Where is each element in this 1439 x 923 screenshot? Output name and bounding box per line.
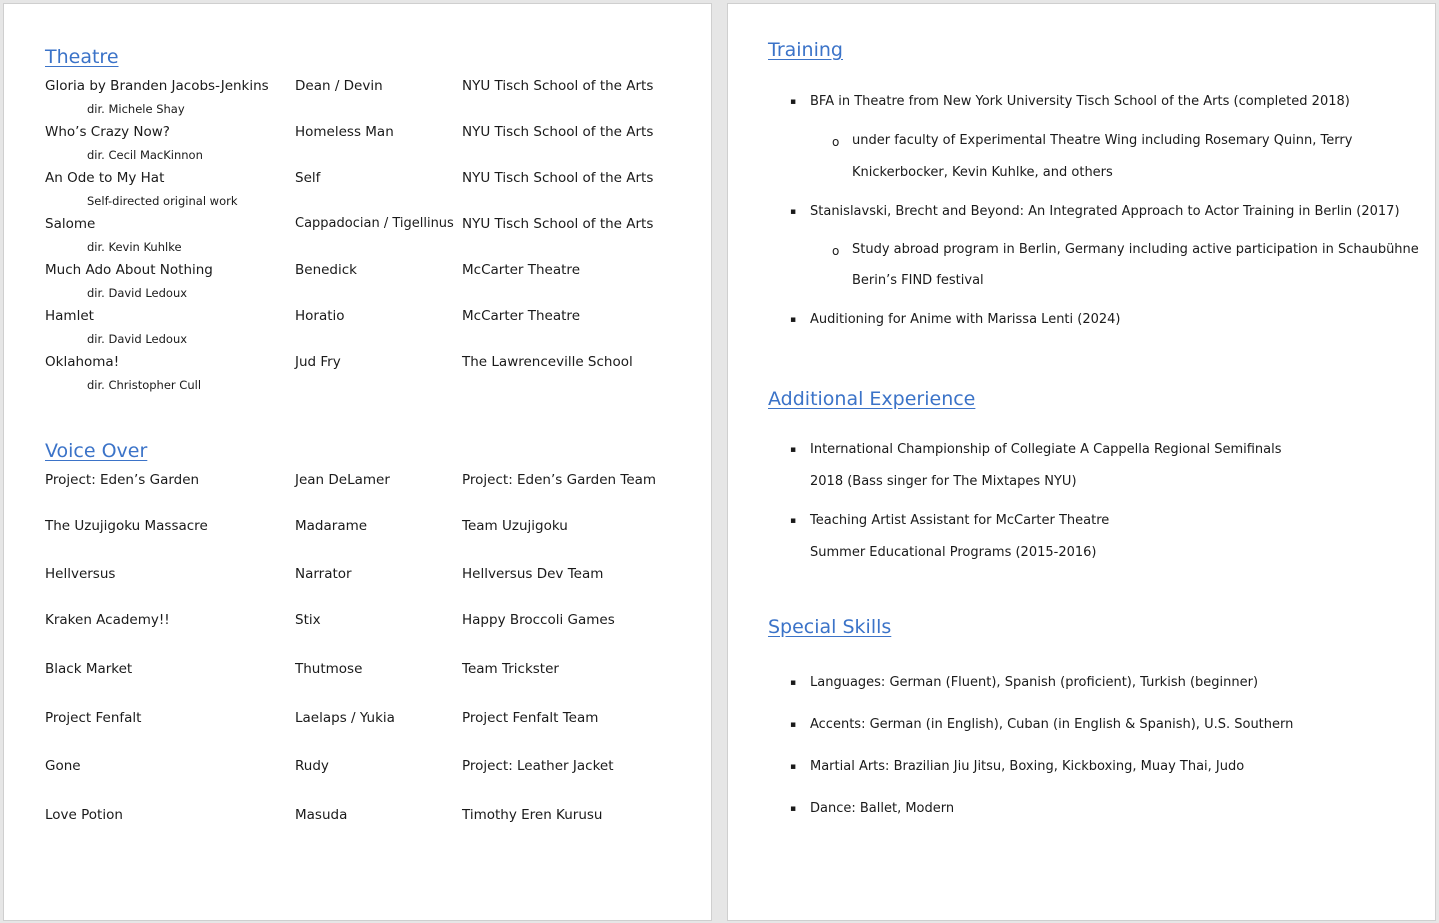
- additional-item: [790, 505, 1110, 537]
- skill-item: [790, 667, 1259, 699]
- vo-role: Thutmose: [295, 661, 363, 677]
- bullet-icon: ▪: [790, 445, 797, 455]
- special-skills-heading: Special Skills: [768, 616, 892, 638]
- theatre-role: Benedick: [295, 262, 357, 278]
- theatre-show: An Ode to My Hat: [45, 170, 165, 186]
- theatre-credit: dir. Kevin Kuhlke: [87, 240, 182, 254]
- theatre-role: Dean / Devin: [295, 78, 383, 94]
- vo-project: Project Fenfalt: [45, 710, 142, 726]
- theatre-role: Self: [295, 170, 321, 186]
- theatre-role: Homeless Man: [295, 124, 394, 140]
- skill-item: [790, 709, 1294, 741]
- bullet-icon: ▪: [790, 720, 797, 730]
- vo-company: Team Uzujigoku: [462, 518, 568, 534]
- additional-item-continued: [810, 466, 1077, 498]
- theatre-venue: McCarter Theatre: [462, 308, 580, 324]
- theatre-show: Much Ado About Nothing: [45, 262, 213, 278]
- theatre-show: Hamlet: [45, 308, 94, 324]
- vo-company: Project Fenfalt Team: [462, 710, 599, 726]
- vo-company: Hellversus Dev Team: [462, 566, 604, 582]
- vo-project: Hellversus: [45, 566, 116, 582]
- sub-bullet-icon: o: [832, 135, 840, 149]
- training-subtext: Knickerbocker, Kevin Kuhlke, and others: [852, 165, 1113, 180]
- additional-text: Teaching Artist Assistant for McCarter Theatre: [810, 513, 1110, 528]
- additional-text: Summer Educational Programs (2015-2016): [810, 545, 1097, 560]
- theatre-venue: The Lawrenceville School: [462, 354, 633, 370]
- training-subitem: [832, 125, 1353, 157]
- resume-page-right: [727, 3, 1436, 921]
- additional-experience-heading: Additional Experience: [768, 388, 976, 410]
- training-subtext: under faculty of Experimental Theatre Wing including Rosemary Quinn, Terry: [852, 133, 1353, 148]
- training-text: Auditioning for Anime with Marissa Lenti (2024): [810, 312, 1121, 327]
- training-heading: Training: [768, 39, 843, 61]
- vo-role: Stix: [295, 612, 321, 628]
- theatre-role: Cappadocian / Tigellinus: [295, 216, 454, 231]
- bullet-icon: ▪: [790, 315, 797, 325]
- vo-company: Project: Leather Jacket: [462, 758, 614, 774]
- vo-company: Project: Eden’s Garden Team: [462, 472, 657, 488]
- vo-project: Project: Eden’s Garden: [45, 472, 200, 488]
- vo-project: The Uzujigoku Massacre: [45, 518, 208, 534]
- training-subitem-continued: [852, 157, 1113, 189]
- theatre-heading: Theatre: [45, 46, 119, 68]
- training-item: [790, 196, 1400, 228]
- vo-project: Love Potion: [45, 807, 123, 823]
- theatre-credit: dir. Michele Shay: [87, 102, 185, 116]
- theatre-show: Gloria by Branden Jacobs-Jenkins: [45, 78, 269, 94]
- training-item: [790, 304, 1121, 336]
- bullet-icon: ▪: [790, 678, 797, 688]
- additional-text: 2018 (Bass singer for The Mixtapes NYU): [810, 474, 1077, 489]
- training-item: [790, 86, 1350, 118]
- training-subitem: [832, 234, 1419, 266]
- bullet-icon: ▪: [790, 516, 797, 526]
- vo-project: Black Market: [45, 661, 133, 677]
- theatre-credit: dir. Cecil MacKinnon: [87, 148, 203, 162]
- vo-role: Madarame: [295, 518, 368, 534]
- training-subitem-continued: [852, 265, 984, 297]
- skill-text: Martial Arts: Brazilian Jiu Jitsu, Boxing, Kickboxing, Muay Thai, Judo: [810, 759, 1245, 774]
- training-subtext: Berin’s FIND festival: [852, 273, 984, 288]
- theatre-role: Jud Fry: [295, 354, 341, 370]
- vo-role: Narrator: [295, 566, 352, 582]
- vo-role: Masuda: [295, 807, 348, 823]
- theatre-credit: Self-directed original work: [87, 194, 238, 208]
- training-text: BFA in Theatre from New York University Tisch School of the Arts (completed 2018): [810, 94, 1350, 109]
- skill-item: [790, 751, 1245, 783]
- vo-company: Timothy Eren Kurusu: [462, 807, 603, 823]
- theatre-venue: NYU Tisch School of the Arts: [462, 78, 654, 94]
- vo-role: Rudy: [295, 758, 329, 774]
- bullet-icon: ▪: [790, 804, 797, 814]
- theatre-show: Salome: [45, 216, 96, 232]
- theatre-role: Horatio: [295, 308, 345, 324]
- sub-bullet-icon: o: [832, 244, 840, 258]
- theatre-credit: dir. Christopher Cull: [87, 378, 202, 392]
- additional-item-continued: [810, 537, 1096, 569]
- bullet-icon: ▪: [790, 762, 797, 772]
- resume-page-left: [3, 3, 712, 921]
- skill-text: Dance: Ballet, Modern: [810, 801, 955, 816]
- additional-item: [790, 434, 1282, 466]
- vo-company: Team Trickster: [462, 661, 559, 677]
- additional-text: International Championship of Collegiate A Cappella Regional Semifinals: [810, 442, 1282, 457]
- skill-item: [790, 793, 955, 825]
- skill-text: Languages: German (Fluent), Spanish (proficient), Turkish (beginner): [810, 675, 1259, 690]
- vo-role: Jean DeLamer: [295, 472, 390, 488]
- bullet-icon: ▪: [790, 207, 797, 217]
- skill-text: Accents: German (in English), Cuban (in English & Spanish), U.S. Southern: [810, 717, 1294, 732]
- training-subtext: Study abroad program in Berlin, Germany including active participation in Schaubühne: [852, 242, 1419, 257]
- vo-project: Gone: [45, 758, 81, 774]
- theatre-show: Who’s Crazy Now?: [45, 124, 170, 140]
- theatre-venue: NYU Tisch School of the Arts: [462, 216, 654, 232]
- training-text: Stanislavski, Brecht and Beyond: An Integrated Approach to Actor Training in Berlin (2017): [810, 204, 1400, 219]
- theatre-show: Oklahoma!: [45, 354, 120, 370]
- bullet-icon: ▪: [790, 97, 797, 107]
- theatre-credit: dir. David Ledoux: [87, 332, 188, 346]
- vo-company: Happy Broccoli Games: [462, 612, 615, 628]
- theatre-credit: dir. David Ledoux: [87, 286, 188, 300]
- voice-over-heading: Voice Over: [45, 440, 148, 462]
- theatre-venue: NYU Tisch School of the Arts: [462, 124, 654, 140]
- vo-project: Kraken Academy!!: [45, 612, 170, 628]
- vo-role: Laelaps / Yukia: [295, 710, 395, 726]
- theatre-venue: NYU Tisch School of the Arts: [462, 170, 654, 186]
- theatre-venue: McCarter Theatre: [462, 262, 580, 278]
